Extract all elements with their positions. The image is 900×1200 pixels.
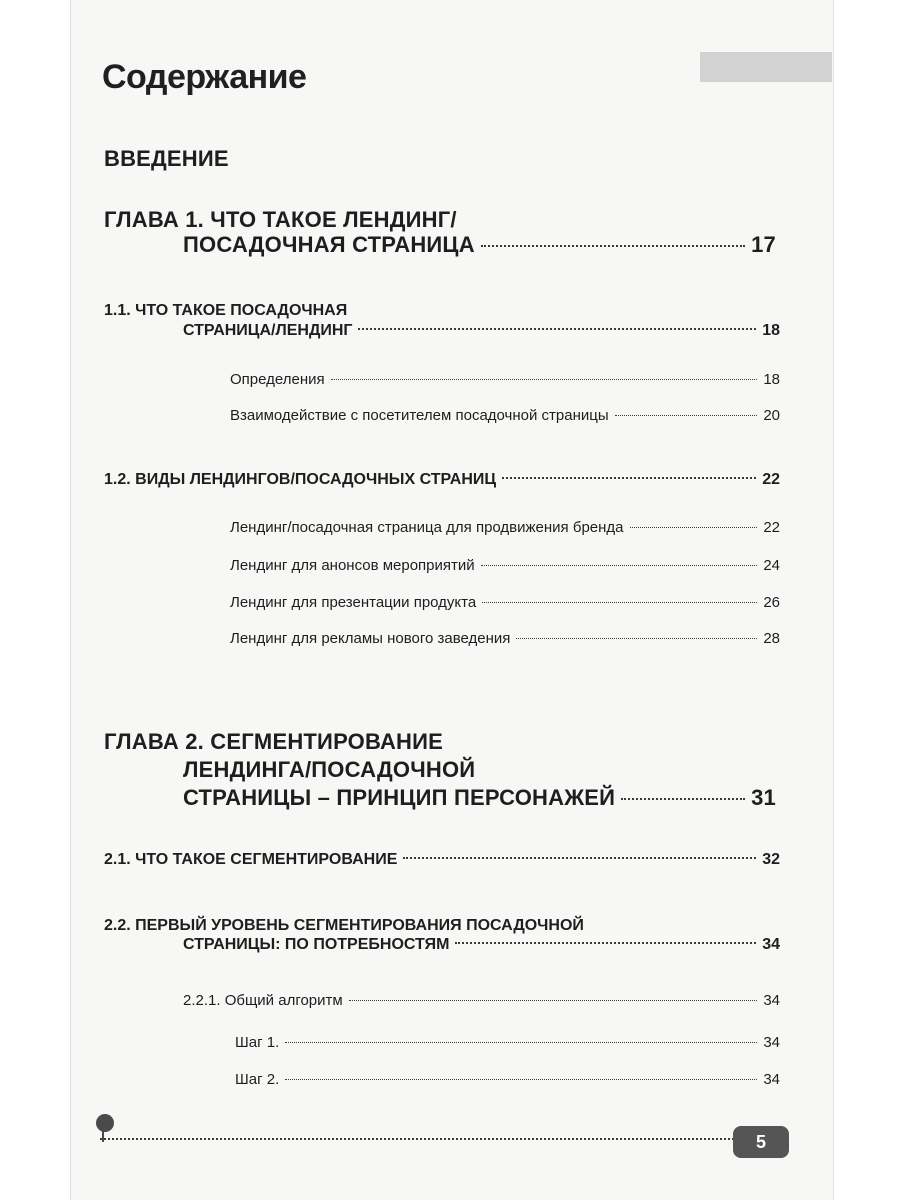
dot-leader <box>621 798 745 800</box>
dot-leader <box>516 638 757 639</box>
toc-sec-1-2[interactable] <box>104 471 780 489</box>
toc-sec-2-1[interactable] <box>104 851 780 869</box>
dot-leader <box>630 527 758 528</box>
toc-sec-2-2-line2: СТРАНИЦЫ: ПО ПОТРЕБНОСТЯМ <box>183 936 450 953</box>
toc-chapter2[interactable] <box>183 785 776 811</box>
toc-page-number: 32 <box>762 851 780 868</box>
toc-page-number: 31 <box>751 785 776 810</box>
toc-chapter2-line1: ГЛАВА 2. СЕГМЕНТИРОВАНИЕ <box>104 729 444 754</box>
dot-leader <box>502 477 756 479</box>
toc-page-number: 26 <box>763 594 780 611</box>
toc-sec-2-2-line1: 2.2. ПЕРВЫЙ УРОВЕНЬ СЕГМЕНТИРОВАНИЯ ПОСАДОЧНОЙ <box>104 917 584 934</box>
toc-chapter2-line2: ЛЕНДИНГА/ПОСАДОЧНОЙ <box>183 757 476 782</box>
toc-chapter1-line1: ГЛАВА 1. ЧТО ТАКОЕ ЛЕНДИНГ/ <box>104 207 457 232</box>
footer-dot-line <box>100 1138 738 1140</box>
toc-page-number: 34 <box>762 936 780 953</box>
toc-item-label: Лендинг/посадочная страница для продвижения бренда <box>230 519 624 536</box>
dot-leader <box>615 415 758 416</box>
toc-sec-2-1-label: 2.1. ЧТО ТАКОЕ СЕГМЕНТИРОВАНИЕ <box>104 851 398 868</box>
toc-page-number: 28 <box>763 630 780 647</box>
toc-item-label: Лендинг для анонсов мероприятий <box>230 557 475 574</box>
dot-leader <box>482 602 757 603</box>
toc-item-label: Шаг 1. <box>235 1034 280 1051</box>
toc-page-number: 17 <box>751 232 776 257</box>
dot-leader <box>349 1000 758 1001</box>
dot-leader <box>358 328 756 330</box>
toc-chapter2-line3: СТРАНИЦЫ – ПРИНЦИП ПЕРСОНАЖЕЙ <box>183 785 616 810</box>
toc-chapter1-line2: ПОСАДОЧНАЯ СТРАНИЦА <box>183 232 475 257</box>
toc-item-label: Лендинг для презентации продукта <box>230 594 477 611</box>
toc-sec-2-2-1[interactable] <box>183 992 780 1009</box>
footer-bullet-icon <box>96 1114 114 1132</box>
toc-chapter1[interactable] <box>183 232 776 258</box>
dot-leader <box>331 379 758 380</box>
dot-leader <box>455 942 756 944</box>
toc-page-number: 20 <box>763 407 780 424</box>
toc-item[interactable] <box>230 557 780 574</box>
toc-item-label: Взаимодействие с посетителем посадочной страницы <box>230 407 609 424</box>
toc-page-number: 22 <box>763 519 780 536</box>
toc-page-number: 18 <box>763 371 780 388</box>
toc-item-label: Лендинг для рекламы нового заведения <box>230 630 511 647</box>
toc-intro: ВВЕДЕНИЕ <box>104 146 229 171</box>
toc-sec-1-1-line1: 1.1. ЧТО ТАКОЕ ПОСАДОЧНАЯ <box>104 302 348 319</box>
toc-item[interactable] <box>230 371 780 388</box>
toc-page-number: 24 <box>763 557 780 574</box>
toc-page-number: 34 <box>763 992 780 1009</box>
toc-item[interactable] <box>230 630 780 647</box>
page-number-badge: 5 <box>733 1126 789 1158</box>
dot-leader <box>285 1079 757 1080</box>
toc-page-number: 18 <box>762 322 780 339</box>
page-title: Содержание <box>102 58 307 96</box>
toc-item-label: 2.2.1. Общий алгоритм <box>183 992 343 1009</box>
dot-leader <box>285 1042 757 1043</box>
toc-page-number: 22 <box>762 471 780 488</box>
toc-sec-2-2[interactable] <box>183 936 780 954</box>
toc-page-number: 34 <box>763 1034 780 1051</box>
toc-sec-1-1[interactable] <box>183 322 780 340</box>
toc-item[interactable] <box>230 519 780 536</box>
toc-item-label: Шаг 2. <box>235 1071 280 1088</box>
toc-page-number: 34 <box>763 1071 780 1088</box>
toc-step[interactable] <box>235 1071 780 1088</box>
dot-leader <box>403 857 756 859</box>
toc-item[interactable] <box>230 407 780 424</box>
toc-item[interactable] <box>230 594 780 611</box>
dot-leader <box>481 245 745 247</box>
toc-sec-1-2-label: 1.2. ВИДЫ ЛЕНДИНГОВ/ПОСАДОЧНЫХ СТРАНИЦ <box>104 471 497 488</box>
footer-tick <box>102 1130 104 1142</box>
toc-item-label: Определения <box>230 371 325 388</box>
toc-step[interactable] <box>235 1034 780 1051</box>
dot-leader <box>481 565 758 566</box>
header-band <box>700 52 832 82</box>
toc-sec-1-1-line2: СТРАНИЦА/ЛЕНДИНГ <box>183 322 353 339</box>
